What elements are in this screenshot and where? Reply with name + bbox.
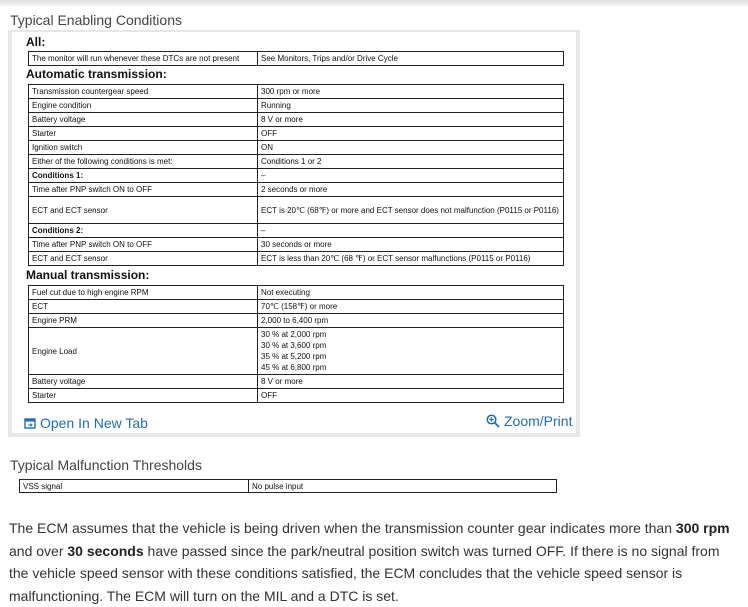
param-cell: VSS signal — [20, 480, 249, 493]
zoom-print-link[interactable] — [486, 413, 572, 429]
malfunction-thresholds-title: Typical Malfunction Thresholds — [10, 457, 202, 473]
malfunction-thresholds-table — [19, 479, 557, 493]
table-row — [29, 113, 564, 127]
table-row — [29, 286, 564, 300]
table-row — [29, 224, 564, 238]
param-cell: ECT and ECT sensor — [29, 197, 258, 224]
table-row — [29, 314, 564, 328]
table-row — [29, 141, 564, 155]
param-cell: Time after PNP switch ON to OFF — [29, 238, 258, 252]
param-cell: Either of the following conditions is met: — [29, 155, 258, 169]
table-row — [29, 238, 564, 252]
value-cell: – — [258, 169, 564, 183]
automatic-transmission-heading: Automatic transmission: — [26, 67, 167, 81]
value-cell: No pulse input — [249, 480, 557, 493]
param-cell: Transmission countergear speed — [29, 85, 258, 99]
table-row — [29, 155, 564, 169]
table-row — [29, 169, 564, 183]
table-row — [29, 300, 564, 314]
manual-transmission-heading: Manual transmission: — [26, 268, 150, 282]
table-row — [29, 52, 564, 66]
top-shadow-bar — [0, 0, 748, 6]
value-cell: 30 seconds or more — [258, 238, 564, 252]
paragraph-bold-rpm: 300 rpm — [675, 520, 730, 536]
all-table — [28, 51, 564, 66]
table-row — [29, 183, 564, 197]
table-row — [29, 127, 564, 141]
param-cell: ECT — [29, 300, 258, 314]
description-paragraph — [9, 517, 741, 607]
table-row — [29, 375, 564, 389]
param-cell: Conditions 2: — [29, 224, 258, 238]
table-row — [20, 480, 557, 493]
paragraph-text: The ECM assumes that the vehicle is being driven when the transmission counter gear indicates more than — [9, 520, 676, 536]
value-cell: 8 V or more — [258, 113, 564, 127]
table-row — [29, 328, 564, 375]
value-cell: 70℃ (158℉) or more — [258, 300, 564, 314]
table-row — [29, 99, 564, 113]
param-cell: Starter — [29, 127, 258, 141]
zoom-print-label: Zoom/Print — [504, 413, 573, 429]
value-cell: – — [258, 224, 564, 238]
value-cell: 8 V or more — [258, 375, 564, 389]
value-cell: OFF — [258, 389, 564, 403]
value-cell: Not executing — [258, 286, 564, 300]
value-cell: 2,000 to 6,400 rpm — [258, 314, 564, 328]
param-cell: Battery voltage — [29, 375, 258, 389]
value-cell: Running — [258, 99, 564, 113]
value-cell: 300 rpm or more — [258, 85, 564, 99]
conditions-document — [12, 32, 576, 433]
all-heading: All: — [26, 35, 46, 49]
magnifier-plus-icon — [486, 414, 500, 428]
value-cell: ECT is less than 20℃ (68 ℉) or ECT sensor malfunctions (P0115 or P0116) — [258, 252, 564, 266]
open-in-new-tab-link[interactable] — [24, 415, 148, 431]
value-cell: ECT is 20℃ (68℉) or more and ECT sensor does not malfunction (P0115 or P0116) — [258, 197, 564, 224]
paragraph-bold-seconds: 30 seconds — [67, 542, 144, 559]
value-cell: OFF — [258, 127, 564, 141]
value-cell: 2 seconds or more — [258, 183, 564, 197]
table-row — [29, 389, 564, 403]
paragraph-text: and over — [9, 542, 68, 559]
table-row — [29, 252, 564, 266]
param-cell: Engine condition — [29, 99, 258, 113]
paragraph-text: have passed since the park/neutral position switch was turned OFF. If there is no signal from the vehicle speed sensor with these conditions satisfied, the ECM concludes that the vehicle speed sensor is malfunctioning. The ECM will turn on the MIL and a DTC is set. — [9, 542, 720, 604]
param-cell: Time after PNP switch ON to OFF — [29, 183, 258, 197]
param-cell: ECT and ECT sensor — [29, 252, 258, 266]
value-cell: See Monitors, Trips and/or Drive Cycle — [258, 52, 564, 66]
param-cell: Starter — [29, 389, 258, 403]
table-row — [29, 197, 564, 224]
enabling-conditions-title: Typical Enabling Conditions — [10, 12, 182, 28]
param-cell: The monitor will run whenever these DTCs are not present — [29, 52, 258, 66]
enabling-conditions-panel — [8, 30, 580, 437]
table-row — [29, 85, 564, 99]
value-cell: ON — [258, 141, 564, 155]
manual-transmission-table — [28, 285, 564, 403]
param-cell: Ignition switch — [29, 141, 258, 155]
param-cell: Engine PRM — [29, 314, 258, 328]
value-cell: Conditions 1 or 2 — [258, 155, 564, 169]
param-cell: Engine Load — [29, 328, 258, 375]
automatic-transmission-table — [28, 84, 564, 266]
param-cell: Battery voltage — [29, 113, 258, 127]
param-cell: Fuel cut due to high engine RPM — [29, 286, 258, 300]
param-cell: Conditions 1: — [29, 169, 258, 183]
value-cell: 30 % at 2,000 rpm 30 % at 3,600 rpm 35 % at 5,200 rpm 45 % at 6,800 rpm — [258, 328, 564, 375]
open-in-new-tab-label: Open In New Tab — [40, 415, 148, 431]
open-new-tab-icon — [24, 417, 36, 429]
